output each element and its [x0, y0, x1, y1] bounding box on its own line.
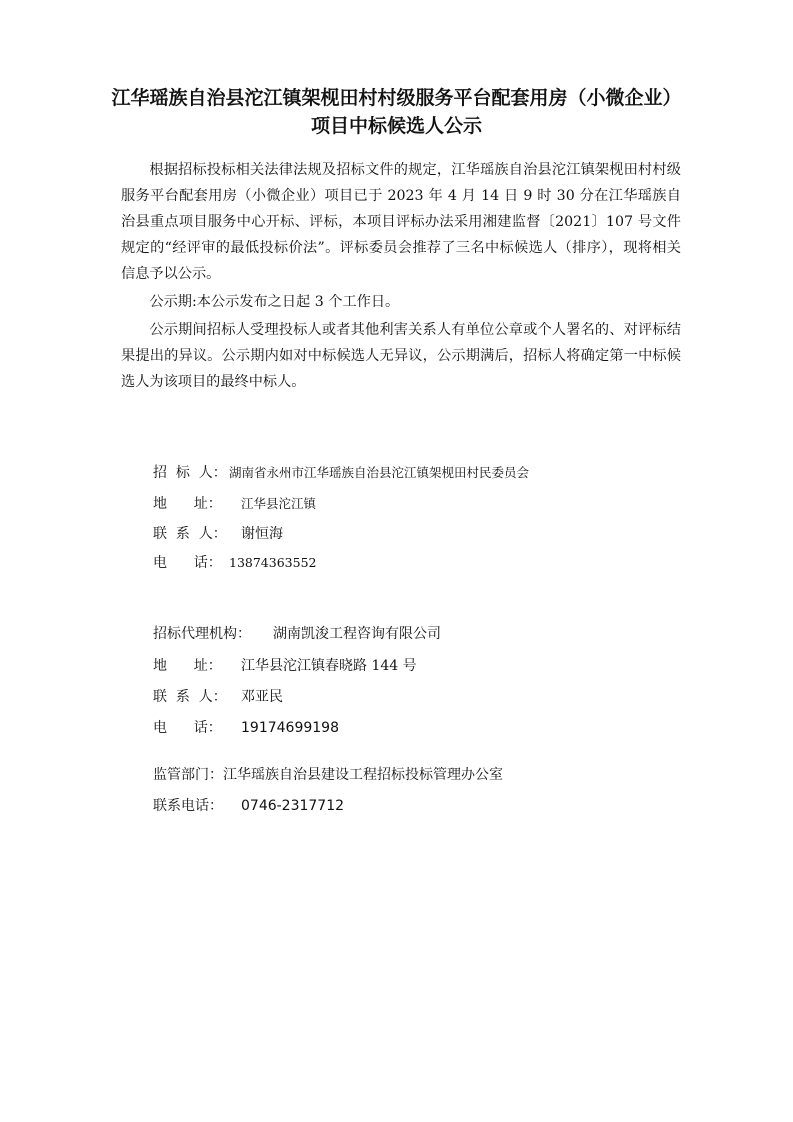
supervision-dept-label: 监管部门：	[153, 767, 223, 783]
agency-contact-value: 邓亚民	[241, 689, 283, 705]
agency-contact-row	[153, 687, 283, 707]
supervision-dept-row	[153, 765, 503, 785]
agency-phone-label: 电 话：	[153, 720, 222, 736]
tenderer-address-row	[153, 494, 316, 514]
agency-name-row	[153, 624, 441, 644]
title-line-2: 项目中标候选人公示	[310, 115, 482, 137]
supervision-phone-value: 0746-2317712	[241, 798, 345, 814]
tenderer-phone-label: 电 话：	[153, 555, 222, 571]
announcement-body	[121, 157, 681, 397]
title-line-1: 江华瑶族自治县沱江镇架枧田村村级服务平台配套用房（小微企业）	[111, 87, 682, 109]
tenderer-phone-value: 13874363552	[229, 555, 317, 570]
tenderer-name-row	[153, 463, 529, 483]
tenderer-name-label: 招 标 人：	[153, 465, 227, 481]
supervision-dept-value: 江华瑶族自治县建设工程招标投标管理办公室	[223, 767, 503, 783]
tenderer-name-value: 湖南省永州市江华瑶族自治县沱江镇架枧田村民委员会	[229, 465, 530, 480]
tenderer-contact-label: 联 系 人：	[153, 526, 227, 542]
agency-phone-row	[153, 718, 339, 738]
paragraph-opening: 根据招标投标相关法律法规及招标文件的规定，江华瑶族自治县沱江镇架枧田村村级服务平台配套用房（小微企业）项目已于 2023 年 4 月 14 日 9 时 30 分在江华瑶族自治县重点项目服务中心开标、评标，本项目评标办法采用湘建监督〔2021〕107 号文件规定的“经评审的最低投标价法”。评标委员会推荐了三名中标候选人（排序），现将相关信息予以公示。	[121, 162, 681, 282]
supervision-phone-label: 联系电话：	[153, 798, 223, 814]
tenderer-phone-row	[153, 553, 316, 573]
tenderer-address-label: 地 址：	[153, 496, 222, 512]
tenderer-contact-value: 谢恒海	[241, 526, 283, 542]
agency-address-value: 江华县沱江镇春晓路 144 号	[241, 658, 417, 674]
tenderer-address-value: 江华县沱江镇	[241, 496, 317, 511]
paragraph-objection: 公示期间招标人受理投标人或者其他利害关系人有单位公章或个人署名的、对评标结果提出的异议。公示期内如对中标候选人无异议，公示期满后，招标人将确定第一中标候选人为该项目的最终中标人。	[121, 322, 681, 390]
paragraph-period: 公示期:本公示发布之日起 3 个工作日。	[149, 294, 400, 310]
supervision-phone-row	[153, 796, 344, 816]
agency-phone-value: 19174699198	[241, 720, 339, 736]
tenderer-contact-row	[153, 524, 283, 544]
agency-contact-label: 联 系 人：	[153, 689, 227, 705]
agency-address-label: 地 址：	[153, 658, 222, 674]
agency-address-row	[153, 656, 417, 676]
agency-name-value: 湖南凯浚工程咨询有限公司	[273, 626, 441, 642]
agency-name-label: 招标代理机构：	[153, 626, 251, 642]
document-title	[100, 84, 693, 140]
